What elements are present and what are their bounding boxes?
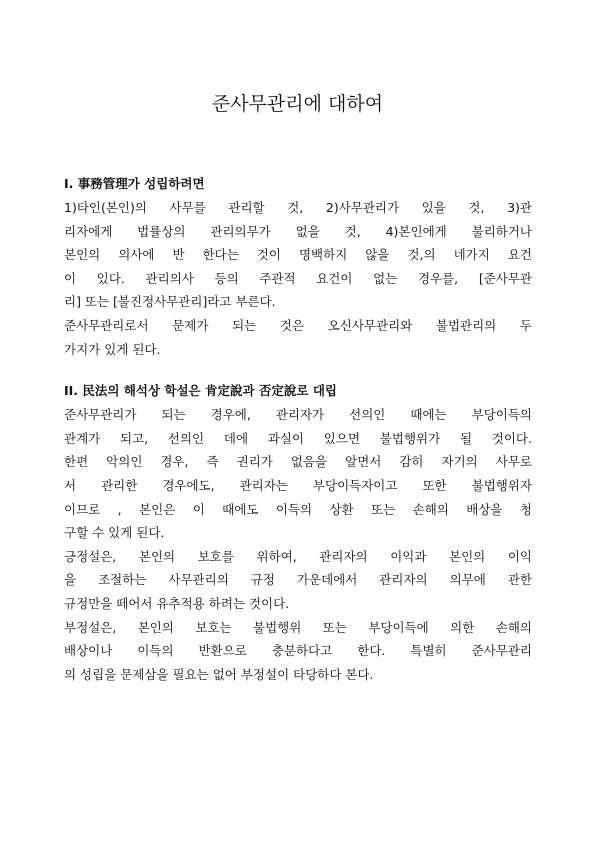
paragraph xyxy=(64,616,532,687)
text-line: 리] 또는 [불진정사무관리]라고 부른다. xyxy=(64,294,276,310)
text-line: 본인의 의사에 반 한다는 것이 명백하지 않을 것,의 네가지 요건 xyxy=(64,247,532,263)
text-line: 부정설은, 본인의 보호는 불법행위 또는 부당이득에 의한 손해의 xyxy=(64,619,532,635)
document-body xyxy=(64,172,532,686)
text-line: 한편 악의인 경우, 즉 권리가 없음을 알면서 감히 자기의 사무로 xyxy=(64,454,532,470)
text-line: 준사무관리가 되는 경우에, 관리자가 선의인 때에는 부당이득의 xyxy=(64,407,532,423)
section-spacer xyxy=(64,361,532,379)
document-title: 준사무관리에 대하여 xyxy=(211,93,384,115)
text-line: 가지가 있게 된다. xyxy=(64,341,161,357)
paragraph xyxy=(64,545,532,616)
section-1 xyxy=(64,172,532,361)
text-line: 서 관리한 경우에도, 관리자는 부당이득자이고 또한 불법행위자 xyxy=(64,477,532,493)
text-line: 구할 수 있게 된다. xyxy=(64,525,165,541)
text-line: 이므로 , 본인은 이 때에도 이득의 상환 또는 손해의 배상을 청 xyxy=(64,501,532,517)
section-heading: I. 事務管理가 성립하려면 xyxy=(64,176,205,191)
paragraph xyxy=(64,403,532,545)
text-line: 배상이나 이득의 반환으로 충분하다고 한다. 특별히 준사무관리 xyxy=(64,643,532,659)
text-line: 을 조절하는 사무관리의 규정 가운데에서 관리자의 의무에 관한 xyxy=(64,572,532,588)
text-line: 준사무관리로서 문제가 되는 것은 오신사무관리와 불법관리의 두 xyxy=(64,317,532,333)
paragraph xyxy=(64,196,532,314)
text-line: 규정만을 떼어서 유추적용 하려는 것이다. xyxy=(64,595,290,611)
text-line: 1)타인(본인)의 사무를 관리할 것, 2)사무관리가 있을 것, 3)관 xyxy=(64,200,532,215)
text-line: 의 성립을 문제삼을 필요는 없어 부정설이 타당하다 본다. xyxy=(64,666,374,682)
text-line: 긍정설은, 본인의 보호를 위하여, 관리자의 이익과 본인의 이익 xyxy=(64,548,532,564)
paragraph xyxy=(64,314,532,361)
text-line: 이 있다. 관리의사 등의 주관적 요건이 없는 경우를, [준사무관 xyxy=(64,270,532,286)
section-2 xyxy=(64,379,532,686)
section-heading: II. 民法의 해석상 학설은 肯定說과 否定說로 대립 xyxy=(64,383,337,399)
text-line: 관계가 되고, 선의인 데에 과실이 있으면 불법행위가 될 것이다. xyxy=(64,430,532,446)
text-line: 리자에게 법률상의 관리의무가 없을 것, 4)본인에게 불리하거나 xyxy=(64,223,532,239)
